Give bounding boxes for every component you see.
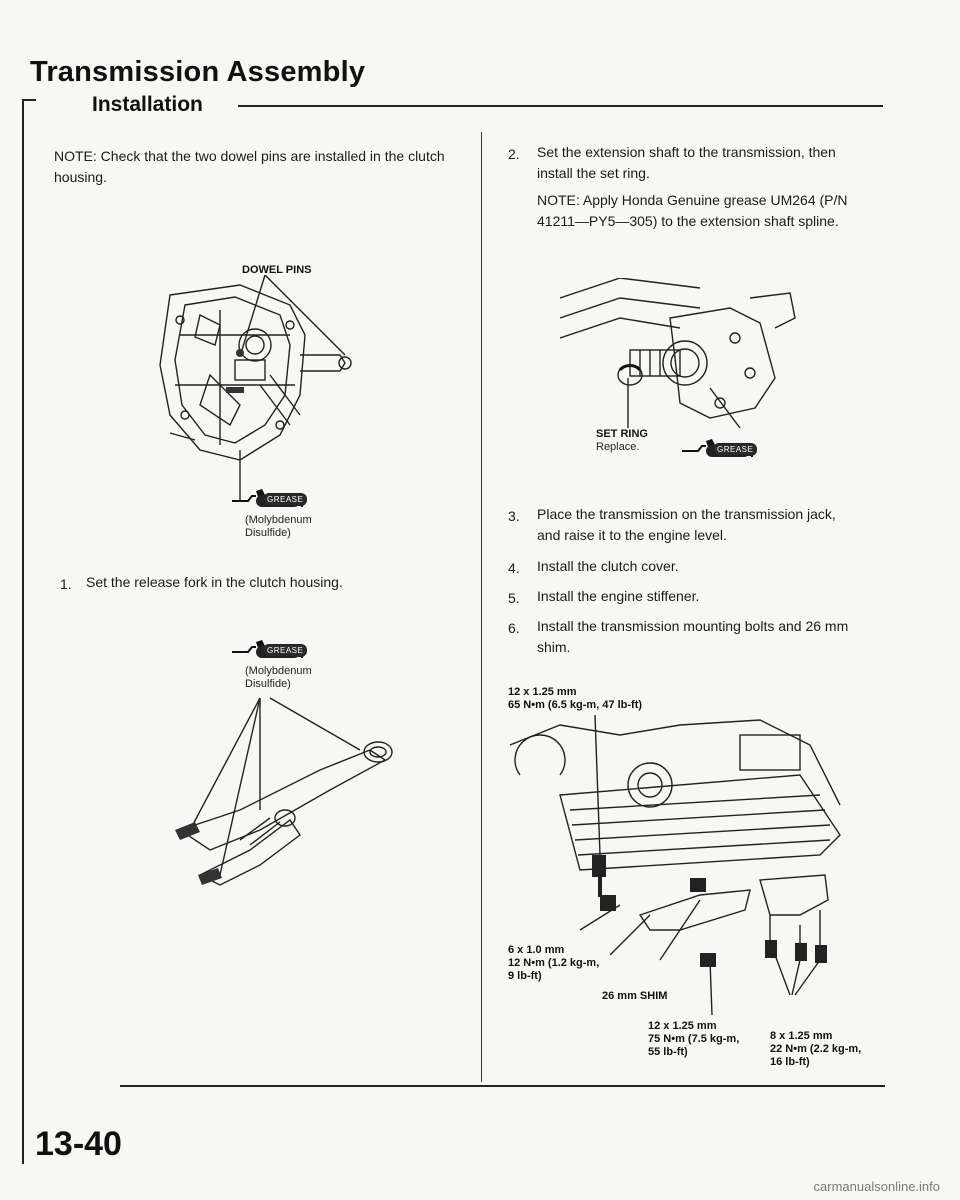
set-ring-replace-label: Replace. — [596, 441, 640, 453]
torque-spec-8mm: 8 x 1.25 mm 22 N•m (2.2 kg-m, 16 lb-ft) — [770, 1030, 862, 1068]
step-5-number: 5. — [508, 590, 520, 606]
grease-badge: GREASE — [263, 493, 307, 506]
step-2-number: 2. — [508, 146, 520, 162]
torque-spec-6mm: 6 x 1.0 mm 12 N•m (1.2 kg-m, 9 lb-ft) — [508, 944, 600, 982]
section-rule — [238, 105, 883, 107]
step-4-number: 4. — [508, 560, 520, 576]
column-divider — [481, 132, 482, 1082]
grease-type-label: (Molybdenum Disulfide) — [245, 665, 312, 690]
step-3-number: 3. — [508, 508, 520, 524]
footer-rule — [120, 1085, 885, 1087]
page-number: 13-40 — [35, 1125, 122, 1163]
set-ring-label: SET RING — [596, 428, 648, 440]
step-4-text: Install the clutch cover. — [537, 558, 679, 574]
grease-badge: GREASE — [713, 443, 757, 456]
shim-label: 26 mm SHIM — [602, 990, 668, 1002]
installation-note: NOTE: Check that the two dowel pins are installed in the clutch housing. — [54, 148, 445, 185]
release-fork-figure — [160, 690, 400, 890]
grease-badge: GREASE — [263, 644, 307, 657]
step-3-text: Place the transmission on the transmission jack, and raise it to the engine level. — [537, 506, 836, 543]
torque-spec-12mm: 12 x 1.25 mm 75 N•m (7.5 kg-m, 55 lb-ft) — [648, 1020, 740, 1058]
extension-shaft-figure — [560, 278, 800, 428]
watermark[interactable]: carmanualsonline.info — [813, 1179, 940, 1194]
left-margin-rule — [22, 99, 24, 1164]
grease-type-label: (Molybdenum Disulfide) — [245, 514, 312, 539]
section-bracket — [22, 99, 36, 101]
page-title: Transmission Assembly — [30, 56, 366, 88]
step-2-text: Set the extension shaft to the transmission, then install the set ring. — [537, 144, 836, 181]
step-6-text: Install the transmission mounting bolts and 26 mm shim. — [537, 618, 849, 655]
step-6-number: 6. — [508, 620, 520, 636]
section-title: Installation — [92, 93, 203, 116]
torque-spec-top: 12 x 1.25 mm 65 N•m (6.5 kg-m, 47 lb-ft) — [508, 686, 643, 711]
dowel-pins-label: DOWEL PINS — [242, 264, 312, 276]
step-1-number: 1. — [60, 576, 72, 592]
step-5-text: Install the engine stiffener. — [537, 588, 700, 604]
step-2-note: NOTE: Apply Honda Genuine grease UM264 (P/N 41211—PY5—305) to the extension shaft spline. — [537, 192, 848, 229]
clutch-housing-figure — [140, 275, 370, 500]
step-1-text: Set the release fork in the clutch housing. — [86, 574, 343, 590]
